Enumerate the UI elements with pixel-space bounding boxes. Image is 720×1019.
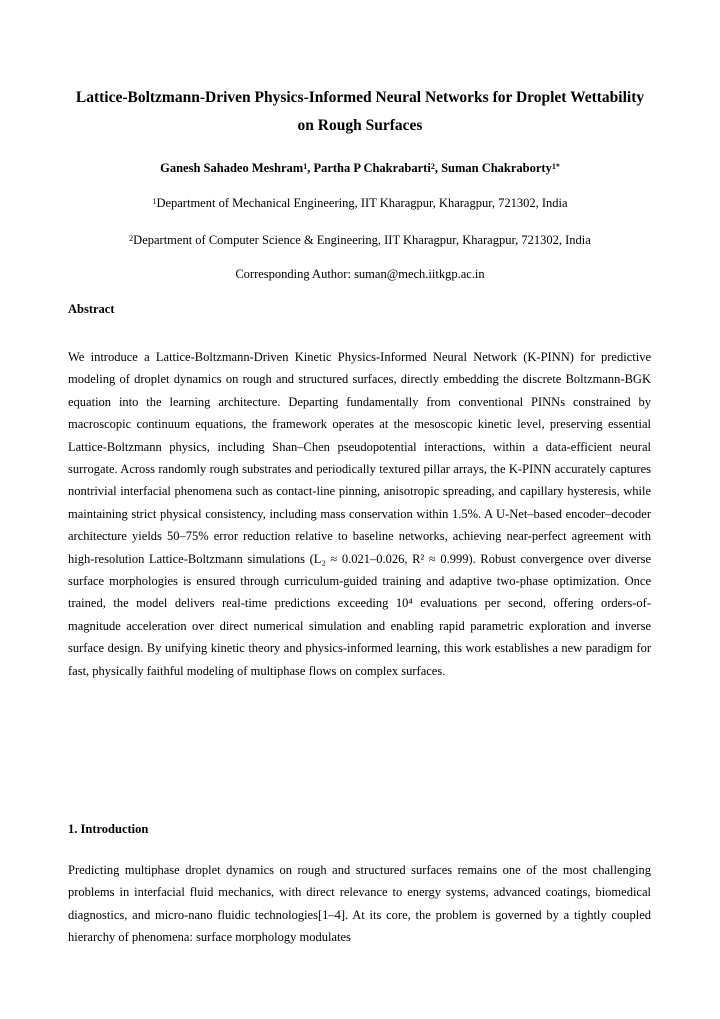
author-affiliation-mark: 1 xyxy=(303,162,308,171)
introduction-text: Predicting multiphase droplet dynamics on rough and structured surfaces remains one of the most challenging problems in interfacial fluid mechanics, with direct relevance to energy systems, advanced coatings, biomedical diagnostics, and micro-nano fluidic technologies[1–4]. At its core, the problem is governed by a tightly coupled hierarchy of phenomena: surface morphology modulates xyxy=(68,863,651,945)
affiliation-text: Department of Computer Science & Engineering, IIT Kharagpur, Kharagpur, 721302, India xyxy=(133,233,591,247)
author-affiliation-mark: 2 xyxy=(430,162,435,171)
author-name: Suman Chakraborty xyxy=(441,161,552,175)
affiliation-2 xyxy=(40,231,680,249)
corresponding-author: Corresponding Author: suman@mech.iitkgp.ac.in xyxy=(235,267,485,281)
author-name: Partha P Chakrabarti xyxy=(313,161,431,175)
abstract-text: We introduce a Lattice-Boltzmann-Driven Kinetic Physics-Informed Neural Network (K-PINN) for predictive modeling of droplet dynamics on rough and structured surfaces, directly embedding the discrete Boltzmann-BGK equation into the learning architecture. Departing fundamentally from conventional PINNs constrained by macroscopic continuum equations, the framework operates at the mesoscopic kinetic level, preserving essential Lattice-Boltzmann physics, including Shan–Chen pseudopotential interactions, within a data-efficient neural surrogate. Across randomly rough substrates and periodically textured pillar arrays, the K-PINN accurately captures nontrivial interfacial phenomena such as contact-line pinning, anisotropic spreading, and capillary hysteresis, while maintaining strict physical consistency, including mass conservation within 1.5%. A U-Net–based encoder–decoder architecture yields 50–75% error reduction relative to baseline networks, achieving near-perfect agreement with high-resolution Lattice-Boltzmann simulations (L₂ ≈ 0.021–0.026, R² ≈ 0.999). Robust convergence over diverse surface morphologies is ensured through curriculum-guided training and adaptive two-phase optimization. Once trained, the model delivers real-time predictions exceeding 10⁴ evaluations per second, offering orders-of-magnitude acceleration over direct numerical simulation and enabling rapid parametric exploration and inverse surface design. By unifying kinetic theory and physics-informed learning, this work establishes a new paradigm for fast, physically faithful modeling of multiphase flows on complex surfaces. xyxy=(68,350,651,678)
author-name: Ganesh Sahadeo Meshram xyxy=(160,161,304,175)
author-affiliation-mark: 1* xyxy=(551,162,560,171)
affiliation-text: Department of Mechanical Engineering, IIT Kharagpur, Kharagpur, 721302, India xyxy=(156,196,568,210)
affiliation-mark: 2 xyxy=(129,234,134,243)
affiliation-mark: 1 xyxy=(152,197,157,206)
paper-title: Lattice-Boltzmann-Driven Physics-Informed Neural Networks for Droplet Wettability on Rough Surfaces xyxy=(75,89,645,134)
abstract-heading: Abstract xyxy=(68,302,115,316)
author-list: Ganesh Sahadeo Meshram$^1$, Partha P Chakrabarti$^2$, Suman Chakraborty$^{1*}$ xyxy=(160,161,560,175)
affiliation-1 xyxy=(40,194,680,212)
introduction-heading: 1. Introduction xyxy=(68,822,149,836)
